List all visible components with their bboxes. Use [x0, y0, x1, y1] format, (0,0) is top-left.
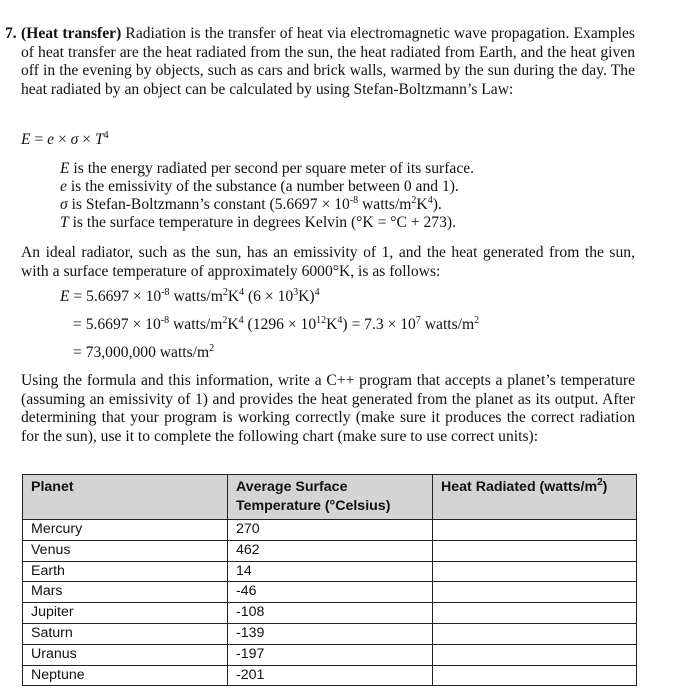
definition-E: E is the energy radiated per second per square meter of its surface. — [60, 160, 475, 177]
planet-temperature: -197 — [228, 644, 433, 665]
table-row — [23, 665, 637, 686]
planet-name: Neptune — [23, 665, 228, 686]
definition-T: T is the surface temperature in degrees Kelvin (°K = °C + 273). — [60, 214, 456, 231]
heat-radiated-cell[interactable] — [433, 644, 637, 665]
heat-radiated-cell[interactable] — [433, 540, 637, 561]
problem-intro — [21, 25, 635, 99]
heat-radiated-cell[interactable] — [433, 520, 637, 541]
example-line-2: = $5.6697 \times 10^{-8}$ watts/$m^2K^4$ $(1296 \times 10^{12}K^4) = 7.3 \times 10^7$ watts/$m^2$ — [73, 315, 480, 333]
header-heat-radiated: Heat Radiated $(watts/m^2)$ — [433, 475, 637, 520]
example-line-1: $E = 5.6697 \times 10^{-8}$ watts/$m^2K^4$ $(6 \times 10^3K)^4$ — [60, 287, 320, 305]
table-row — [23, 540, 637, 561]
planet-temperature: -139 — [228, 623, 433, 644]
intro-text: Radiation is the transfer of heat via electromagnetic wave propagation. Examples of heat transfer are the heat radiated from the sun, the heat radiated from Earth, and the heat given off in the evening by objects, such as cars and brick walls, warmed by the sun during the day. The heat radiated by an object can be calculated by using Stefan-Boltzmann’s Law: — [21, 25, 635, 98]
instructions: Using the formula and this information, write a C++ program that accepts a planet’s temperature (assuming an emissivity of 1) and provides the heat generated from the planet as its output. After determining that your program is working correctly (make sure it produces the correct radiation for the sun), use it to complete the following chart (make sure to use correct units): — [21, 372, 635, 445]
example-line-3: = 73,000,000 watts/$m^2$ — [73, 343, 215, 361]
table-row — [23, 561, 637, 582]
table-row — [23, 623, 637, 644]
planet-temperature: 270 — [228, 520, 433, 541]
planet-temperature: -201 — [228, 665, 433, 686]
heat-radiated-cell[interactable] — [433, 623, 637, 644]
definition-e: e is the emissivity of the substance (a number between 0 and 1). — [60, 178, 459, 195]
planet-name: Earth — [23, 561, 228, 582]
table-row — [23, 582, 637, 603]
heat-radiated-cell[interactable] — [433, 603, 637, 624]
heat-radiated-cell[interactable] — [433, 561, 637, 582]
planet-name: Mars — [23, 582, 228, 603]
table-row — [23, 644, 637, 665]
planet-name: Saturn — [23, 623, 228, 644]
planet-temperature: -108 — [228, 603, 433, 624]
planet-temperature: -46 — [228, 582, 433, 603]
table-row — [23, 520, 637, 541]
problem-title: (Heat transfer) — [21, 25, 122, 42]
formula: $E = e \times \sigma \times T^4$ — [21, 130, 109, 148]
planet-heat-table — [22, 474, 637, 686]
problem-number: 7. — [5, 25, 17, 42]
definition-sigma: σ is Stefan-Boltzmann’s constant ($5.6697 \times 10^{-8}$ watts/$m^2K^4$). — [60, 195, 442, 213]
table-header-row — [23, 475, 637, 520]
header-planet: Planet — [23, 475, 228, 520]
planet-temperature: 462 — [228, 540, 433, 561]
table-row — [23, 603, 637, 624]
planet-name: Jupiter — [23, 603, 228, 624]
heat-radiated-cell[interactable] — [433, 582, 637, 603]
header-temperature: Average Surface Temperature (°Celsius) — [228, 475, 433, 520]
planet-name: Mercury — [23, 520, 228, 541]
example-intro: An ideal radiator, such as the sun, has an emissivity of 1, and the heat generated from the sun, with a surface temperature of approximately 6000°K, is as follows: — [21, 244, 635, 280]
heat-radiated-cell[interactable] — [433, 665, 637, 686]
planet-name: Venus — [23, 540, 228, 561]
planet-temperature: 14 — [228, 561, 433, 582]
planet-name: Uranus — [23, 644, 228, 665]
